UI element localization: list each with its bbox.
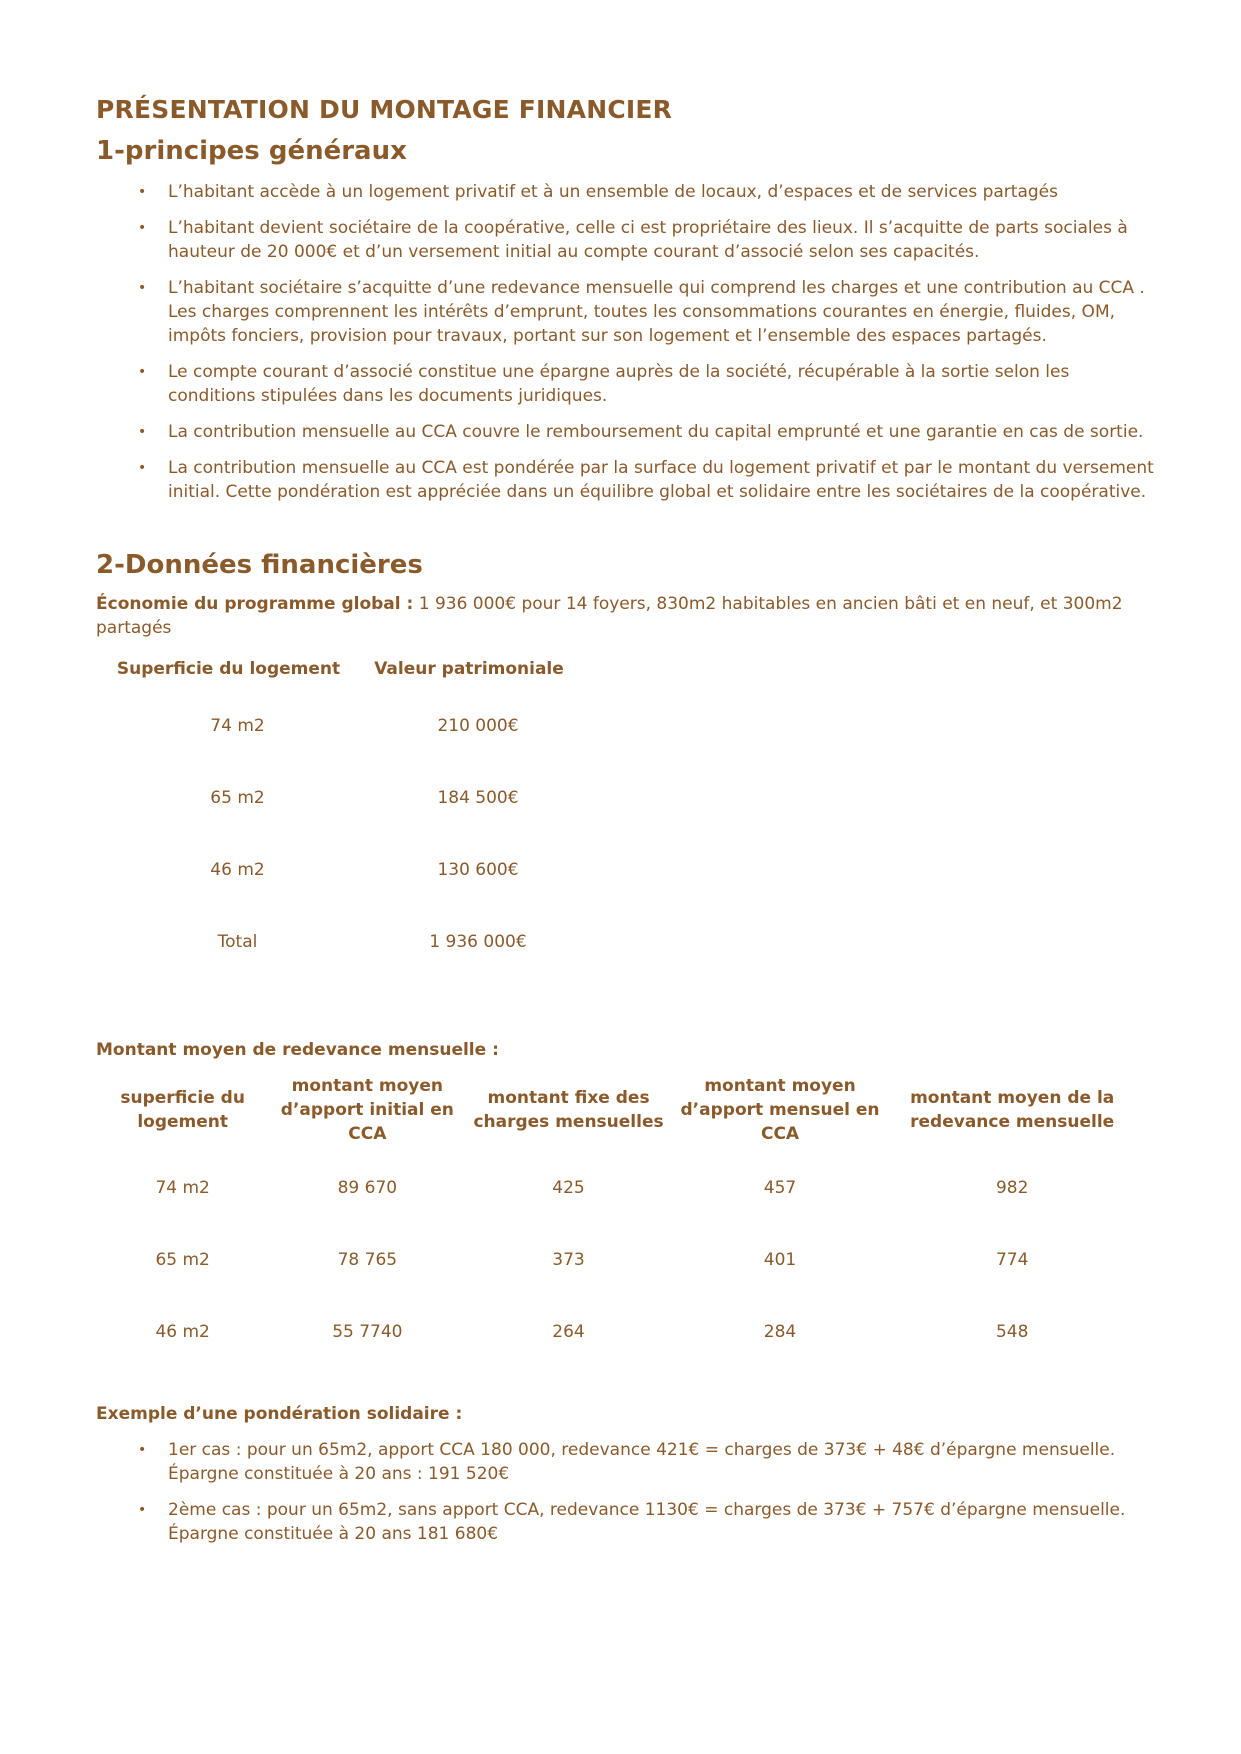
table-cell: 74 m2 — [155, 1177, 210, 1198]
table-cell: 130 600€ — [437, 859, 519, 880]
patrimony-table — [106, 654, 587, 972]
table-cell: 78 765 — [337, 1249, 398, 1270]
table-cell: 210 000€ — [437, 715, 519, 736]
table-cell: Total — [217, 931, 258, 952]
column-header: montant moyen de la redevance mensuelle — [910, 1088, 1115, 1132]
list-item: • Le compte courant d’associé constitue une épargne auprès de la société, récupérable à la sortie selon les conditions stipulées dans les documents juridiques. — [138, 362, 1070, 406]
table-row — [106, 756, 587, 828]
list-item: • 2ème cas : pour un 65m2, sans apport CCA, redevance 1130€ = charges de 373€ + 757€ d’épargne mensuelle. Épargne constituée à 20 ans 181 680€ — [138, 1500, 1126, 1544]
page-title: PRÉSENTATION DU MONTAGE FINANCIER — [96, 95, 673, 124]
redevance-table — [96, 1074, 1136, 1362]
column-header: montant moyen d’apport mensuel en CCA — [680, 1076, 880, 1144]
table-cell: 46 m2 — [155, 1321, 210, 1342]
table-cell: 184 500€ — [437, 787, 519, 808]
table-cell: 373 — [552, 1249, 585, 1270]
document-page — [96, 95, 1156, 1558]
bullet-icon: • — [138, 424, 147, 440]
bullet-icon: • — [138, 184, 147, 200]
table-cell: 425 — [552, 1177, 585, 1198]
section2 — [96, 550, 1156, 1546]
cases-list — [96, 1438, 1156, 1546]
table-header-row — [96, 1074, 1136, 1146]
table-row — [106, 828, 587, 900]
table-row — [96, 1146, 1136, 1218]
table-cell: 65 m2 — [155, 1249, 210, 1270]
table-cell: 89 670 — [337, 1177, 398, 1198]
table-cell: 55 7740 — [332, 1321, 403, 1342]
section1-heading: 1-principes généraux — [96, 136, 407, 166]
charges-detail: Les charges comprennent les intérêts d’emprunt, toutes les consommations courantes en énergie, fluides, OM, impôts fonciers, provision pour travaux, portant sur son logement et l’ensemble des espaces partagés. — [168, 302, 1116, 346]
bullet-icon: • — [138, 220, 147, 236]
list-item: • La contribution mensuelle au CCA est pondérée par la surface du logement privatif et par le montant du versement initial. Cette pondération est appréciée dans un équilibre global et solidaire entre les sociétaires de la coopérative. — [138, 458, 1154, 502]
bullet-icon: • — [138, 1442, 147, 1458]
column-header: Valeur patrimoniale — [374, 659, 564, 679]
table-cell: 74 m2 — [210, 715, 265, 736]
table-row — [106, 900, 587, 972]
column-header: Superficie du logement — [116, 659, 341, 679]
column-header: superficie du logement — [120, 1088, 245, 1132]
table-cell: 1 936 000€ — [429, 931, 527, 952]
economy-text: 1 936 000€ pour 14 foyers, 830m2 habitables en ancien bâti et en neuf, et 300m2 partagés — [96, 594, 1123, 638]
table-row — [96, 1290, 1136, 1362]
example-label: Exemple d’une pondération solidaire : — [96, 1404, 463, 1424]
table-row — [96, 1218, 1136, 1290]
bullet-icon: • — [138, 1502, 147, 1518]
economy-paragraph — [96, 592, 1156, 640]
table-cell: 46 m2 — [210, 859, 265, 880]
bullet-icon: • — [138, 280, 147, 296]
list-item: • La contribution mensuelle au CCA couvre le remboursement du capital emprunté et une garantie en cas de sortie. — [138, 422, 1144, 442]
section2-heading: 2-Données financières — [96, 550, 423, 580]
table-row — [106, 684, 587, 756]
table-cell: 548 — [995, 1321, 1029, 1342]
table-cell: 457 — [763, 1177, 797, 1198]
redevance-label: Montant moyen de redevance mensuelle : — [96, 1040, 499, 1060]
list-item: • L’habitant sociétaire s’acquitte d’une redevance mensuelle qui comprend les charges et une contribution au CCA . Les charges comprennent les intérêts d’emprunt, toutes les consommations courantes en énergie, fluides, OM, impôts fonciers, provision pour travaux, portant sur son logement et l’ensemble des espaces partagés. — [96, 276, 1156, 348]
bullet-icon: • — [138, 460, 147, 476]
list-item: • L’habitant accède à un logement privatif et à un ensemble de locaux, d’espaces et de services partagés — [138, 182, 1058, 202]
column-header: montant moyen d’apport initial en CCA — [280, 1076, 454, 1144]
bullet-icon: • — [138, 364, 147, 380]
table-cell: 982 — [995, 1177, 1029, 1198]
principles-list — [96, 180, 1156, 504]
list-item: • 1er cas : pour un 65m2, apport CCA 180 000, redevance 421€ = charges de 373€ + 48€ d’épargne mensuelle. Épargne constituée à 20 ans : 191 520€ — [138, 1440, 1116, 1484]
table-cell: 401 — [763, 1249, 797, 1270]
table-cell: 65 m2 — [210, 787, 265, 808]
table-header-row — [106, 654, 587, 684]
list-item: • L’habitant devient sociétaire de la coopérative, celle ci est propriétaire des lieux. Il s’acquitte de parts sociales à hauteur de 20 000€ et d’un versement initial au compte courant d’associé selon ses capacités. — [138, 218, 1128, 262]
table-cell: 264 — [552, 1321, 585, 1342]
table-cell: 774 — [995, 1249, 1029, 1270]
economy-label: Économie du programme global : — [96, 594, 414, 614]
table-cell: 284 — [763, 1321, 797, 1342]
column-header: montant fixe des charges mensuelles — [473, 1088, 664, 1132]
